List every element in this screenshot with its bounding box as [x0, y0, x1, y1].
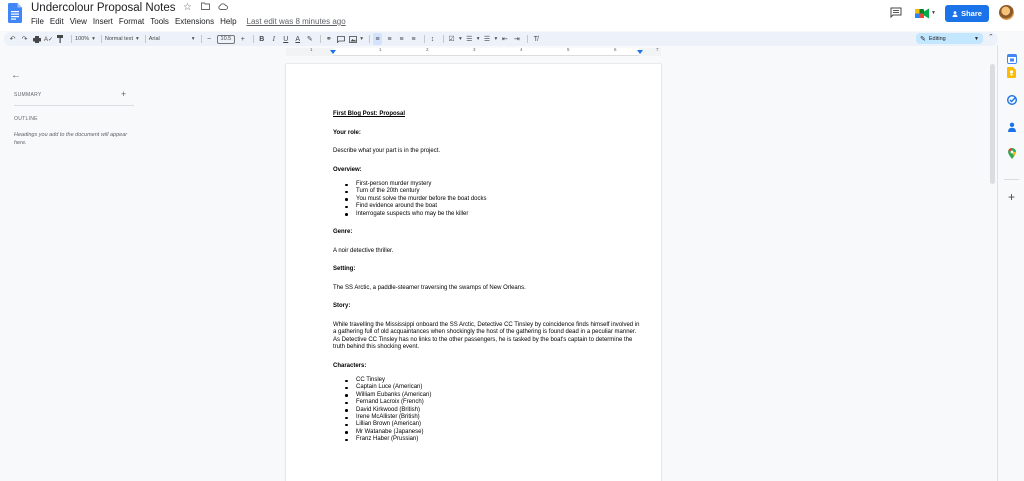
align-left-icon[interactable]: ≡	[373, 33, 382, 45]
characters-heading: Characters:	[333, 362, 367, 369]
line-spacing-icon[interactable]: ↕	[430, 35, 435, 43]
role-heading: Your role:	[333, 129, 361, 136]
meet-button[interactable]	[915, 5, 939, 21]
toolbar-divider	[253, 35, 254, 43]
align-justify-icon[interactable]: ≡	[411, 35, 416, 43]
share-button[interactable]	[945, 5, 989, 22]
font-select[interactable]: Arial	[148, 36, 160, 42]
spellcheck-icon[interactable]: A✓	[44, 36, 54, 43]
align-center-icon[interactable]: ≡	[387, 35, 392, 43]
overview-list	[333, 181, 643, 218]
right-indent-marker[interactable]	[637, 50, 643, 54]
list-item: Captain Luce (American)	[343, 384, 643, 391]
list-item: Franz Haber (Prussian)	[343, 436, 643, 443]
ruler-number: 2	[426, 47, 429, 52]
hide-menus-icon[interactable]: ⌃	[988, 34, 994, 41]
share-label: Share	[961, 9, 982, 18]
story-paragraph: While travelling the Mississippi onboard the SS Arctic, Detective CC Tinsley by coincidence finds himself involved in a gathering full of old acquaintances when shockingly the host of the gathering is found dead in a peculiar manner. As Detective CC Tinsley has no links to the other passengers, he is tasked by the boat's captain to determine the truth behind this shocking event.	[333, 321, 640, 351]
paint-format-icon[interactable]	[56, 33, 65, 45]
ruler-number: 7	[656, 47, 659, 52]
undo-icon[interactable]: ↶	[9, 36, 16, 43]
pencil-icon: ✎	[920, 35, 926, 43]
toolbar-divider	[527, 35, 528, 43]
setting-paragraph: The SS Arctic, a paddle-steamer traversing the swamps of New Orleans.	[333, 284, 526, 291]
list-item: Turn of the 20th century	[343, 188, 643, 195]
side-panel-divider	[1004, 179, 1019, 180]
outline-divider	[14, 105, 134, 106]
style-dropdown-icon[interactable]: ▾	[136, 36, 139, 42]
document-heading: First Blog Post: Proposal	[333, 111, 406, 117]
left-indent-marker[interactable]	[330, 50, 336, 54]
increase-indent-icon[interactable]: ⇥	[513, 36, 520, 43]
ruler-number: 3	[473, 47, 476, 52]
genre-heading: Genre:	[333, 229, 353, 236]
horizontal-ruler	[286, 48, 661, 56]
redo-icon[interactable]: ↷	[21, 36, 28, 43]
vertical-scrollbar[interactable]	[990, 64, 995, 184]
decrease-font-size-button[interactable]: −	[206, 35, 212, 43]
menu-tools[interactable]: Tools	[150, 17, 169, 26]
editing-mode-label: Editing	[928, 35, 946, 42]
list-item: David Kirkwood (British)	[343, 407, 643, 414]
toolbar-divider	[369, 35, 370, 43]
editing-mode-select[interactable]	[916, 33, 983, 44]
list-item: Fernand Lacroix (French)	[343, 399, 643, 406]
document-body[interactable]	[333, 111, 643, 455]
user-avatar[interactable]	[999, 5, 1014, 20]
highlight-color-icon[interactable]: ✎	[306, 36, 313, 43]
last-edit-link[interactable]: Last edit was 8 minutes ago	[246, 17, 346, 26]
ruler-number: 1	[310, 47, 313, 52]
insert-image-icon[interactable]	[348, 33, 357, 45]
list-item: Interrogate suspects who may be the killer	[343, 211, 643, 218]
zoom-dropdown-icon[interactable]: ▾	[92, 36, 95, 42]
increase-font-size-button[interactable]: +	[240, 35, 245, 43]
align-right-icon[interactable]: ≡	[399, 35, 404, 43]
formatting-toolbar	[4, 32, 998, 46]
numbered-dropdown-icon[interactable]: ▾	[494, 36, 498, 42]
outline-label: OUTLINE	[14, 116, 38, 122]
toolbar-divider	[424, 35, 425, 43]
toolbar-divider	[443, 35, 444, 43]
close-outline-icon[interactable]: ←	[11, 70, 21, 81]
list-item: First-person murder mystery	[343, 181, 643, 188]
checklist-icon[interactable]: ☑	[448, 36, 455, 43]
menu-help[interactable]: Help	[220, 17, 237, 26]
list-item: CC Tinsley	[343, 377, 643, 384]
docs-logo-icon[interactable]	[8, 3, 22, 23]
menu-extensions[interactable]: Extensions	[174, 17, 215, 26]
zoom-select[interactable]: 100%	[75, 36, 90, 42]
characters-list	[333, 377, 643, 444]
list-item: Mr Watanabe (Japanese)	[343, 429, 643, 436]
maps-icon[interactable]	[1006, 148, 1017, 159]
overview-heading: Overview:	[333, 166, 362, 173]
numbered-list-icon[interactable]: ☰	[483, 36, 491, 43]
menu-file[interactable]: File	[31, 17, 44, 26]
keep-icon[interactable]	[1006, 67, 1017, 78]
summary-label: SUMMARY	[14, 92, 42, 98]
list-item: Find evidence around the boat	[343, 203, 643, 210]
cloud-saved-icon[interactable]	[217, 2, 229, 14]
style-select[interactable]: Normal text	[104, 36, 133, 42]
list-item: Lillian Brown (American)	[343, 421, 643, 428]
bold-icon[interactable]: B	[259, 35, 265, 43]
side-panel	[997, 45, 1024, 481]
insert-link-icon[interactable]: ⚭	[325, 36, 332, 43]
genre-paragraph: A noir detective thriller.	[333, 247, 394, 254]
underline-icon[interactable]: U	[283, 35, 289, 43]
get-addons-icon[interactable]: +	[1007, 189, 1015, 204]
toolbar-divider	[201, 35, 202, 43]
star-icon[interactable]: ☆	[182, 2, 192, 13]
story-heading: Story:	[333, 303, 351, 310]
font-size-input[interactable]: 10.5	[217, 35, 236, 44]
tasks-icon[interactable]	[1006, 94, 1017, 105]
toolbar-divider	[145, 35, 146, 43]
person-icon	[952, 11, 958, 17]
menu-view[interactable]: View	[69, 17, 87, 26]
app-header	[0, 0, 1024, 31]
add-summary-icon[interactable]: +	[121, 89, 127, 99]
ruler-number: 4	[520, 47, 523, 52]
menu-insert[interactable]: Insert	[92, 17, 113, 26]
list-item: You must solve the murder before the boat docks	[343, 196, 643, 203]
checklist-dropdown-icon[interactable]: ▾	[459, 36, 462, 42]
list-item: William Eubanks (American)	[343, 392, 643, 399]
toolbar-divider	[101, 35, 102, 43]
ruler-number: 1	[379, 47, 382, 52]
italic-icon[interactable]: I	[272, 35, 275, 43]
outline-hint: Headings you add to the document will appear here.	[14, 132, 128, 146]
menu-edit[interactable]: Edit	[49, 17, 64, 26]
ruler-number: 5	[567, 47, 570, 52]
contacts-icon[interactable]	[1006, 121, 1017, 132]
menu-bar	[31, 17, 346, 26]
meet-icon	[915, 8, 929, 19]
move-folder-icon[interactable]	[199, 2, 211, 14]
bulleted-list-icon[interactable]: ☰	[466, 36, 473, 43]
image-dropdown-icon[interactable]: ▾	[360, 36, 364, 42]
list-item: Irene McAllister (British)	[343, 414, 643, 421]
calendar-icon[interactable]	[1006, 53, 1017, 64]
clear-formatting-icon[interactable]: T̸	[533, 35, 538, 43]
font-dropdown-icon[interactable]: ▾	[191, 36, 195, 42]
bullet-dropdown-icon[interactable]: ▾	[476, 36, 480, 42]
menu-format[interactable]: Format	[118, 17, 145, 26]
text-color-icon[interactable]: A	[295, 35, 301, 43]
role-paragraph: Describe what your part is in the project.	[333, 148, 441, 154]
meet-dropdown-icon: ▼	[931, 10, 936, 16]
document-page[interactable]	[286, 64, 661, 481]
comment-history-icon[interactable]	[890, 7, 902, 18]
decrease-indent-icon[interactable]: ⇤	[501, 36, 508, 43]
add-comment-icon[interactable]	[336, 33, 345, 45]
print-icon[interactable]	[32, 33, 41, 45]
setting-heading: Setting:	[333, 266, 356, 273]
toolbar-divider	[71, 35, 72, 43]
document-title[interactable]: Undercolour Proposal Notes	[31, 2, 176, 14]
ruler-number: 6	[614, 47, 617, 52]
toolbar-divider	[320, 35, 321, 43]
editing-dropdown-icon: ▼	[974, 35, 979, 42]
